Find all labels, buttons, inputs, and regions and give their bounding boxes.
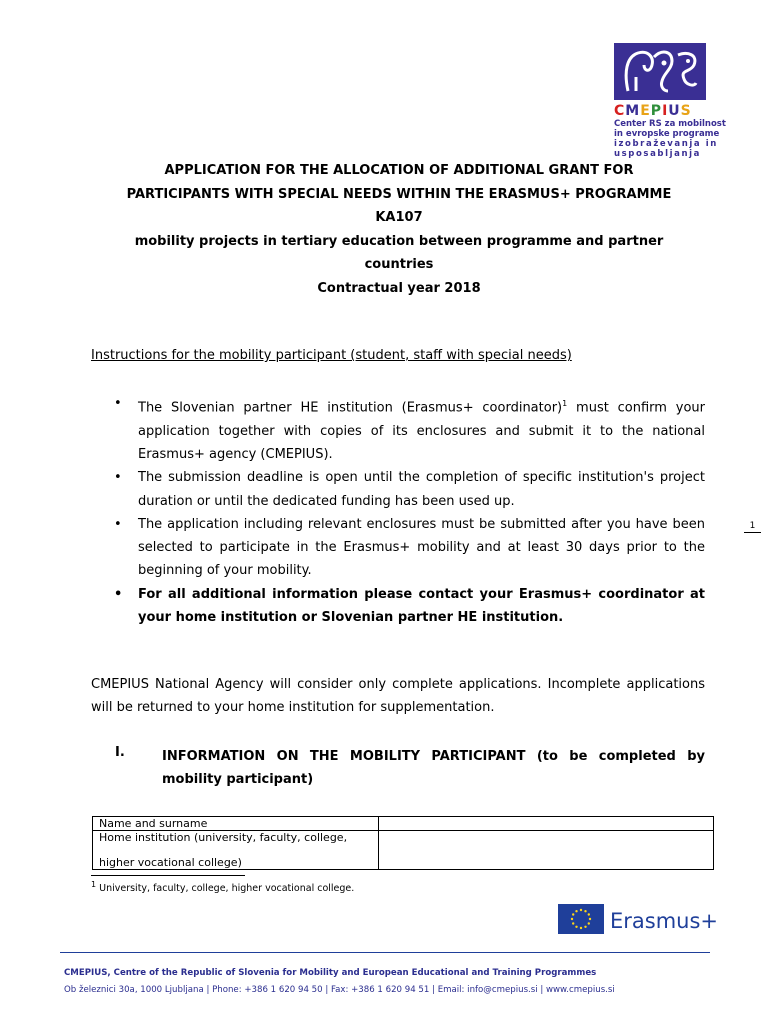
- name-surname-label: Name and surname: [93, 817, 379, 831]
- list-item-text: The submission deadline is open until the completion of specific institution's project duration or until the dedicated funding has been used up.: [138, 470, 705, 509]
- cmepius-wordmark: [614, 103, 724, 119]
- footer-divider: [60, 952, 710, 953]
- list-item: [114, 466, 705, 513]
- footnote: [91, 880, 354, 894]
- footer-organization: CMEPIUS, Centre of the Republic of Slovenia for Mobility and European Educational and Training Programmes: [64, 968, 597, 978]
- notice-paragraph: CMEPIUS National Agency will consider only complete applications. Incomplete applications will be returned to your home institution for supplementation.: [91, 677, 705, 716]
- title-line: KA107: [375, 210, 423, 225]
- eu-stars-icon: [558, 904, 604, 934]
- title-line: PARTICIPANTS WITH SPECIAL NEEDS WITHIN THE ERASMUS+ PROGRAMME: [126, 186, 672, 202]
- faces-icon: [614, 43, 706, 100]
- cmepius-logo-text: [614, 103, 724, 159]
- cmepius-logo-graphic: [614, 43, 706, 100]
- home-institution-label-line: Home institution (university, faculty, college,: [99, 831, 348, 844]
- eu-flag-icon: [558, 904, 604, 934]
- list-item-text: must confirm your application together with copies of its enclosures and submit it to the national Erasmus+ agency (CMEPIUS).: [138, 400, 705, 462]
- list-item-text: For all additional information please contact your Erasmus+ coordinator at your home institution or Slovenian partner HE institution.: [138, 586, 705, 625]
- wordmark-letter: S: [680, 103, 692, 119]
- participant-info-table: [92, 816, 714, 870]
- bullet-icon: •: [114, 396, 122, 411]
- title-line: countries: [364, 257, 434, 272]
- footnote-marker: 1: [91, 880, 97, 889]
- footnote-marker: 1: [562, 399, 568, 408]
- home-institution-label: [93, 831, 379, 870]
- wordmark-letter: C: [614, 103, 626, 119]
- list-item: [114, 513, 705, 583]
- section-number: I.: [115, 745, 125, 760]
- footer-contacts: Ob železnici 30a, 1000 Ljubljana | Phone: +386 1 620 94 50 | Fax: +386 1 620 94 51 | Email: info@cmepius.si | www.cmepius.si: [64, 985, 615, 995]
- list-item: [114, 583, 705, 630]
- instructions-heading: Instructions for the mobility participant (student, staff with special needs): [91, 348, 572, 363]
- wordmark-letter: E: [640, 103, 651, 119]
- name-surname-field[interactable]: [379, 817, 714, 831]
- logo-line: usposabljanja: [614, 149, 701, 159]
- bullet-icon: •: [114, 516, 122, 532]
- wordmark-letter: P: [650, 103, 663, 119]
- home-institution-field[interactable]: [379, 831, 714, 870]
- wordmark-letter: M: [625, 103, 641, 119]
- bullet-icon: •: [114, 586, 123, 602]
- wordmark-letter: U: [668, 103, 681, 119]
- list-item-text: The Slovenian partner HE institution (Erasmus+ coordinator): [138, 400, 563, 416]
- erasmus-plus-logo-text: Erasmus+: [610, 909, 719, 933]
- table-row: [93, 817, 714, 831]
- footnote-text: University, faculty, college, higher vocational college.: [96, 883, 355, 895]
- instructions-list: [114, 392, 705, 629]
- wordmark-letter: I: [662, 103, 669, 119]
- table-row: [93, 831, 714, 870]
- title-line: mobility projects in tertiary education between programme and partner: [134, 233, 664, 249]
- list-item: [114, 392, 705, 466]
- logo-line: Center RS za mobilnost: [614, 119, 726, 129]
- title-line: APPLICATION FOR THE ALLOCATION OF ADDITIONAL GRANT FOR: [164, 163, 634, 178]
- home-institution-label-line: higher vocational college): [99, 856, 242, 869]
- bullet-icon: •: [114, 470, 122, 486]
- document-title: [90, 159, 708, 300]
- logo-line: izobraževanja in: [614, 139, 718, 149]
- section-title: INFORMATION ON THE MOBILITY PARTICIPANT (to be completed by mobility participant): [162, 749, 705, 788]
- title-line: Contractual year 2018: [317, 280, 481, 296]
- margin-footnote-reference: 1: [744, 521, 761, 533]
- list-item-text: The application including relevant enclosures must be submitted after you have been selected to participate in the Erasmus+ mobility and at least 30 days prior to the beginning of your mobility.: [138, 516, 705, 579]
- logo-line: in evropske programe: [614, 129, 720, 139]
- footnote-divider: [91, 875, 245, 876]
